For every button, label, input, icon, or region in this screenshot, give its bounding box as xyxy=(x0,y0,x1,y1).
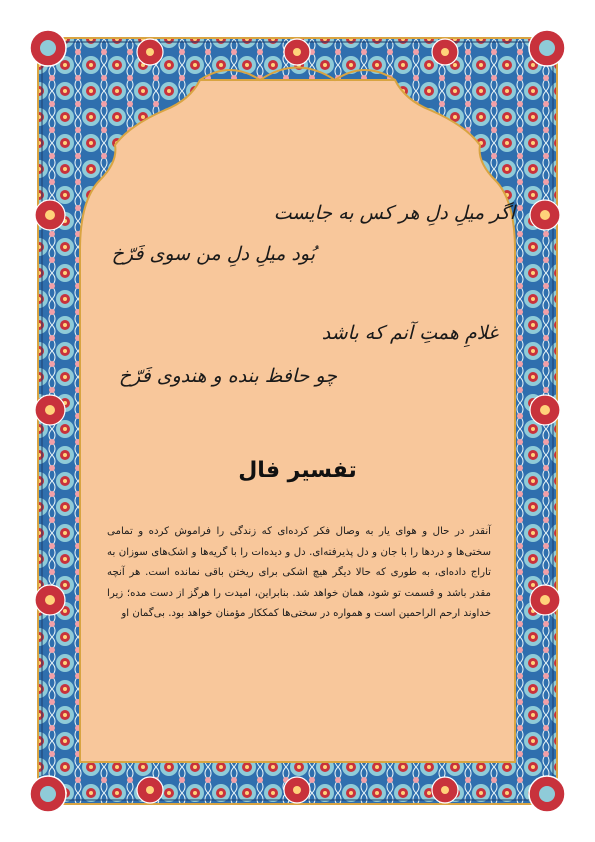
poem-line-2: بُود میلِ دلِ من سوی فَرّخ xyxy=(111,243,315,265)
interpretation-text: آنقدر در حال و هوای یار به وصال فکر کرده‌ای که زندگی را فراموش کرده و تمامی سختی‌ها و دردها را با جان و دل پذیرفته‌ای. دل و دیده‌ات را با گریه‌ها و اشک‌های سوزان به تاراج داده‌ای، به طوری که حالا دیگر هیچ اشکی برای ریختن باقی نمانده است. هر آنچه مقدر باشد و قسمت تو شود، همان خواهد شد. بنابراین، امیدت را هرگز از دست مده؛ زیرا خداوند ارحم الراحمین است و همواره در سختی‌ها کمککار مؤمنان خواهد بود. بی‌گمان او xyxy=(107,526,491,619)
poem-line-4: چو حافظ بنده و هندوی فَرّخ xyxy=(118,365,337,387)
content-panel xyxy=(80,80,515,762)
poem-line-1: اگر میلِ دلِ هر کس به جایست xyxy=(273,202,515,224)
poem-line-3: غلامِ همتِ آنم که باشد xyxy=(321,322,498,344)
interpretation-title: تفسیر فال xyxy=(238,458,357,483)
